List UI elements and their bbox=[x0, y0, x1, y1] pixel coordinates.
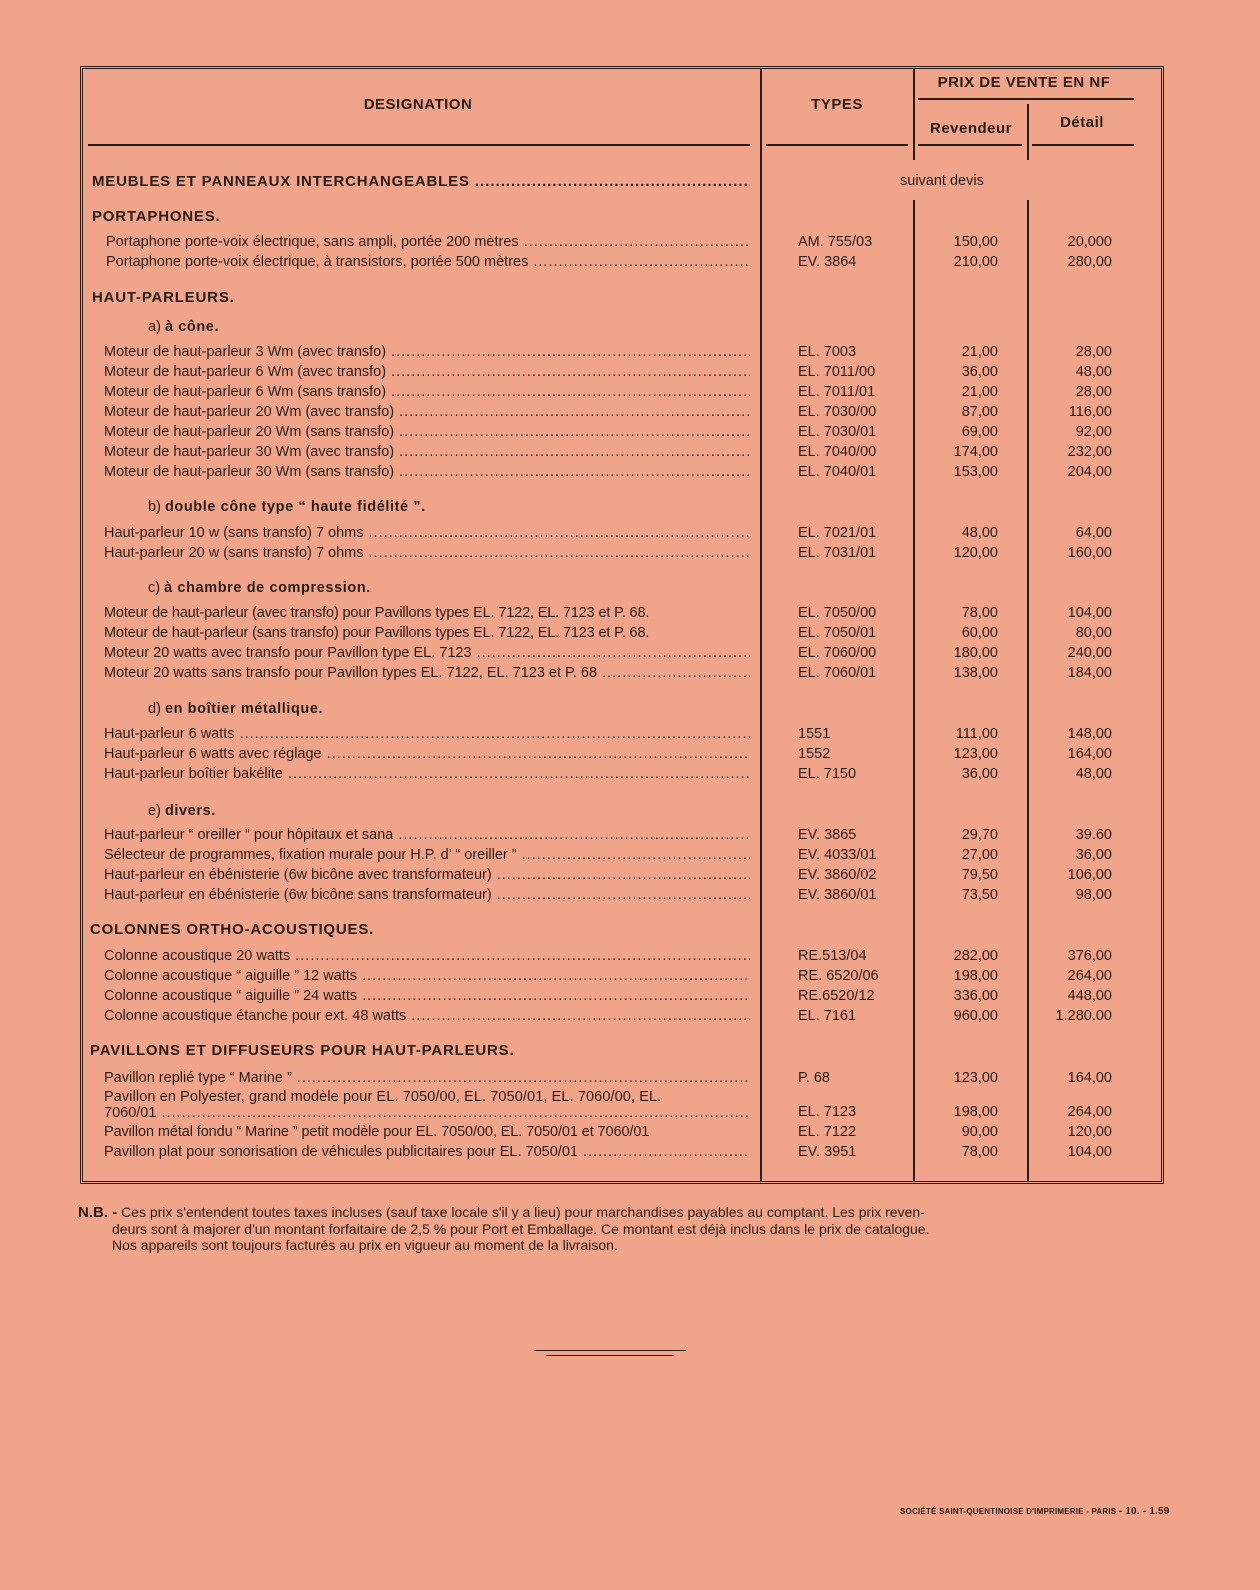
row-price-detail: 164,00 bbox=[1067, 1070, 1112, 1086]
row-type: RE.6520/12 bbox=[798, 988, 875, 1004]
table-row bbox=[0, 344, 1260, 364]
row-price-detail: 120,00 bbox=[1067, 1124, 1112, 1140]
row-designation: Moteur de haut-parleur 6 Wm (sans transfo) ..... bbox=[104, 384, 750, 400]
row-designation: Pavillon métal fondu “ Marine ” petit modèle pour EL. 7050/00, EL. 7050/01 et 7060/01 bbox=[104, 1124, 650, 1140]
row-price-detail: 164,00 bbox=[1067, 746, 1112, 762]
table-row bbox=[0, 665, 1260, 685]
header-revendeur: Revendeur bbox=[929, 120, 1013, 137]
row-price-revendeur: 78,00 bbox=[961, 1144, 998, 1160]
table-row bbox=[0, 827, 1260, 847]
column-divider bbox=[1027, 104, 1029, 160]
row-designation: Haut-parleur en ébénisterie (6w bicône avec transformateur) ..... bbox=[104, 867, 750, 883]
table-row bbox=[0, 766, 1260, 786]
decorative-rule bbox=[546, 1355, 674, 1356]
row-designation: Pavillon plat pour sonorisation de véhicules publicitaires pour EL. 7050/01 ..... bbox=[104, 1144, 750, 1160]
row-price-revendeur: 29,70 bbox=[961, 827, 998, 843]
row-price-revendeur: 90,00 bbox=[961, 1124, 998, 1140]
row-designation: Moteur de haut-parleur 20 Wm (avec transfo) ..... bbox=[104, 404, 750, 420]
row-type: EL. 7060/00 bbox=[798, 645, 877, 661]
row-type: EL. 7003 bbox=[798, 344, 857, 360]
row-price-detail: 39.60 bbox=[1075, 827, 1112, 843]
nb-line: deurs sont à majorer d'un montant forfaitaire de 2,5 % pour Port et Emballage. Ce montant est déjà inclus dans le prix de catalogue. bbox=[112, 1221, 930, 1237]
subsection-label: divers. bbox=[164, 803, 216, 819]
row-price-revendeur: 198,00 bbox=[953, 968, 998, 984]
row-designation: Haut-parleur 6 watts avec réglage ..... bbox=[104, 746, 750, 762]
row-type: EL. 7021/01 bbox=[798, 525, 877, 541]
row-designation: Moteur de haut-parleur 30 Wm (sans transfo) ..... bbox=[104, 464, 750, 480]
row-price-detail: 80,00 bbox=[1075, 625, 1112, 641]
row-designation: Sélecteur de programmes, fixation murale pour H.P. d’ “ oreiller ” ..... bbox=[104, 847, 750, 863]
row-price-detail: 240,00 bbox=[1067, 645, 1112, 661]
row-price-revendeur: 21,00 bbox=[961, 384, 998, 400]
table-row bbox=[0, 948, 1260, 968]
row-price-detail: 28,00 bbox=[1075, 384, 1112, 400]
subsection-d bbox=[148, 701, 323, 717]
nb-line: Nos appareils sont toujours facturés au prix en vigueur au moment de la livraison. bbox=[112, 1237, 618, 1253]
row-type: EV. 3864 bbox=[798, 254, 857, 270]
row-price-revendeur: 123,00 bbox=[953, 746, 998, 762]
row-type: EV. 3860/02 bbox=[798, 867, 877, 883]
row-price-detail: 104,00 bbox=[1067, 605, 1112, 621]
row-price-detail: 48,00 bbox=[1075, 364, 1112, 380]
row-designation: Pavillon replié type “ Marine ” ..... bbox=[104, 1070, 750, 1086]
row-type: RE. 6520/06 bbox=[798, 968, 879, 984]
decorative-rule bbox=[534, 1350, 686, 1351]
printer-name: SOCIÉTÉ SAINT-QUENTINOISE D'IMPRIMERIE - PARIS bbox=[900, 1507, 1117, 1516]
row-type: EL. 7030/01 bbox=[798, 424, 877, 440]
meubles-note: suivant devis bbox=[900, 173, 984, 189]
subsection-b bbox=[148, 499, 426, 515]
row-price-detail: 264,00 bbox=[1067, 1104, 1112, 1120]
subsection-label: en boîtier métallique. bbox=[164, 701, 324, 717]
table-row bbox=[0, 726, 1260, 746]
subsection-label: double cône type “ haute fidélité ”. bbox=[164, 499, 426, 515]
row-type: EV. 3860/01 bbox=[798, 887, 877, 903]
row-price-detail: 116,00 bbox=[1068, 404, 1112, 420]
header-rule bbox=[766, 144, 908, 146]
section-title: HAUT-PARLEURS. bbox=[92, 289, 235, 306]
meubles-row bbox=[0, 173, 1260, 193]
row-price-revendeur: 79,50 bbox=[961, 867, 998, 883]
row-price-detail: 160,00 bbox=[1067, 545, 1112, 561]
row-designation: Colonne acoustique “ aiguille ” 24 watts ..... bbox=[104, 988, 750, 1004]
row-price-detail: 448,00 bbox=[1067, 988, 1112, 1004]
row-price-detail: 28,00 bbox=[1075, 344, 1112, 360]
row-price-revendeur: 138,00 bbox=[953, 665, 998, 681]
table-row bbox=[0, 887, 1260, 907]
row-price-detail: 376,00 bbox=[1067, 948, 1112, 964]
nb-line bbox=[78, 1204, 1118, 1221]
header-rule bbox=[918, 98, 1134, 100]
row-price-revendeur: 60,00 bbox=[961, 625, 998, 641]
header-detail: Détail bbox=[1060, 114, 1104, 131]
row-price-revendeur: 150,00 bbox=[953, 234, 998, 250]
row-price-revendeur: 78,00 bbox=[961, 605, 998, 621]
table-row bbox=[0, 988, 1260, 1008]
row-price-detail: 148,00 bbox=[1067, 726, 1112, 742]
row-designation: Colonne acoustique étanche pour ext. 48 watts ..... bbox=[104, 1008, 750, 1024]
row-type: EL. 7123 bbox=[798, 1104, 857, 1120]
row-price-detail: 104,00 bbox=[1067, 1144, 1112, 1160]
row-price-detail: 232,00 bbox=[1067, 444, 1112, 460]
row-price-detail: 20,000 bbox=[1067, 234, 1112, 250]
designation-line: Pavillon en Polyester, grand modèle pour EL. 7050/00, EL. 7050/01, EL. 7060/00, EL. bbox=[104, 1089, 662, 1105]
table-row bbox=[0, 545, 1260, 565]
nb-label: N.B. - bbox=[78, 1204, 118, 1221]
row-price-revendeur: 174,00 bbox=[953, 444, 998, 460]
table-row bbox=[0, 625, 1260, 645]
nb-text: Ces prix s'entendent toutes taxes incluses (sauf taxe locale s'il y a lieu) pour marchandises payables au comptant. Les prix reven- bbox=[121, 1204, 925, 1220]
row-price-revendeur: 282,00 bbox=[953, 948, 998, 964]
table-row bbox=[0, 867, 1260, 887]
row-designation: Haut-parleur “ oreiller ” pour hôpitaux et sana ..... bbox=[104, 827, 750, 843]
row-designation: Moteur de haut-parleur 20 Wm (sans transfo) ..... bbox=[104, 424, 750, 440]
row-price-revendeur: 120,00 bbox=[953, 545, 998, 561]
section-title: PAVILLONS ET DIFFUSEURS POUR HAUT-PARLEURS. bbox=[90, 1042, 515, 1059]
subsection-prefix: e) bbox=[148, 803, 161, 819]
row-designation: Moteur de haut-parleur (sans transfo) pour Pavillons types EL. 7122, EL. 7123 et P. 68. bbox=[104, 625, 650, 641]
subsection-prefix: d) bbox=[148, 701, 161, 717]
row-type: EL. 7040/00 bbox=[798, 444, 877, 460]
row-price-revendeur: 69,00 bbox=[961, 424, 998, 440]
subsection-e bbox=[148, 803, 216, 819]
row-type: EV. 3951 bbox=[798, 1144, 857, 1160]
row-price-revendeur: 73,50 bbox=[961, 887, 998, 903]
row-designation: Moteur de haut-parleur 30 Wm (avec transfo) ..... bbox=[104, 444, 750, 460]
header-rule bbox=[918, 144, 1022, 146]
row-price-revendeur: 36,00 bbox=[961, 766, 998, 782]
table-row bbox=[0, 746, 1260, 766]
column-divider bbox=[913, 68, 915, 160]
row-designation: Moteur 20 watts avec transfo pour Pavillon type EL. 7123 ..... bbox=[104, 645, 750, 661]
subsection-label: à cône. bbox=[164, 319, 220, 335]
table-row bbox=[0, 234, 1260, 254]
header-price-group: PRIX DE VENTE EN NF bbox=[937, 74, 1111, 91]
nota-bene bbox=[78, 1204, 1144, 1253]
row-type: EL. 7040/01 bbox=[798, 464, 877, 480]
row-price-revendeur: 111,00 bbox=[955, 726, 998, 742]
row-price-detail: 106,00 bbox=[1067, 867, 1112, 883]
section-title: COLONNES ORTHO-ACOUSTIQUES. bbox=[90, 921, 375, 938]
row-price-detail: 184,00 bbox=[1067, 665, 1112, 681]
row-price-detail: 264,00 bbox=[1067, 968, 1112, 984]
row-price-detail: 1.280.00 bbox=[1055, 1008, 1112, 1024]
row-price-detail: 48,00 bbox=[1075, 766, 1112, 782]
row-designation: Portaphone porte-voix électrique, sans ampli, portée 200 mètres ..... bbox=[106, 234, 750, 250]
row-type: EL. 7060/01 bbox=[798, 665, 877, 681]
row-type: EL. 7150 bbox=[798, 766, 857, 782]
row-type: EL. 7050/01 bbox=[798, 625, 877, 641]
row-price-revendeur: 36,00 bbox=[961, 364, 998, 380]
row-designation: Moteur de haut-parleur 3 Wm (avec transfo) ..... bbox=[104, 344, 750, 360]
row-designation: Haut-parleur 6 watts ..... bbox=[104, 726, 750, 742]
table-row bbox=[0, 254, 1260, 274]
print-code: - 10. - 1.59 bbox=[1118, 1506, 1170, 1517]
table-row bbox=[0, 525, 1260, 545]
printer-footer bbox=[900, 1506, 1170, 1517]
table-row bbox=[0, 1144, 1260, 1164]
row-price-revendeur: 21,00 bbox=[961, 344, 998, 360]
row-type: EL. 7161 bbox=[798, 1008, 857, 1024]
row-designation: Haut-parleur 10 w (sans transfo) 7 ohms ..... bbox=[104, 525, 750, 541]
table-row bbox=[0, 1104, 1260, 1124]
row-designation: Moteur de haut-parleur (avec transfo) pour Pavillons types EL. 7122, EL. 7123 et P. 68. bbox=[104, 605, 650, 621]
section-title: PORTAPHONES. bbox=[92, 208, 221, 225]
row-designation: Colonne acoustique “ aiguille ” 12 watts ..... bbox=[104, 968, 750, 984]
row-price-revendeur: 27,00 bbox=[961, 847, 998, 863]
table-row bbox=[0, 424, 1260, 444]
header-designation: DESIGNATION bbox=[363, 96, 473, 113]
row-price-revendeur: 960,00 bbox=[953, 1008, 998, 1024]
designation-line-text: 7060/01 bbox=[104, 1105, 157, 1121]
row-price-detail: 280,00 bbox=[1067, 254, 1112, 270]
table-row bbox=[0, 384, 1260, 404]
table-row bbox=[0, 444, 1260, 464]
row-designation: Haut-parleur boîtier bakélite ..... bbox=[104, 766, 750, 782]
row-designation: Colonne acoustique 20 watts ..... bbox=[104, 948, 750, 964]
row-type: EL. 7122 bbox=[798, 1124, 857, 1140]
table-row bbox=[0, 404, 1260, 424]
row-designation: Haut-parleur en ébénisterie (6w bicône sans transformateur) ..... bbox=[104, 887, 750, 903]
row-designation: Portaphone porte-voix électrique, à transistors, portée 500 mètres ..... bbox=[106, 254, 750, 270]
row-type: 1551 bbox=[798, 726, 831, 742]
row-type: P. 68 bbox=[798, 1070, 830, 1086]
table-row bbox=[0, 364, 1260, 384]
row-type: EV. 4033/01 bbox=[798, 847, 877, 863]
row-type: EL. 7011/01 bbox=[798, 384, 876, 400]
row-price-revendeur: 87,00 bbox=[961, 404, 998, 420]
row-type: EL. 7050/00 bbox=[798, 605, 877, 621]
table-row bbox=[0, 1070, 1260, 1090]
row-designation: Moteur 20 watts sans transfo pour Pavillon types EL. 7122, EL. 7123 et P. 68 ..... bbox=[104, 665, 750, 681]
row-type: EL. 7030/00 bbox=[798, 404, 877, 420]
row-price-revendeur: 336,00 bbox=[953, 988, 998, 1004]
header-rule bbox=[1032, 144, 1134, 146]
subsection-label: à chambre de compression. bbox=[164, 580, 371, 596]
header-types: TYPES bbox=[811, 96, 863, 113]
header-rule bbox=[88, 144, 750, 146]
subsection-c bbox=[148, 580, 371, 596]
table-row bbox=[0, 1008, 1260, 1028]
subsection-a bbox=[148, 319, 219, 335]
row-type: AM. 755/03 bbox=[798, 234, 873, 250]
table-row bbox=[0, 645, 1260, 665]
row-price-revendeur: 48,00 bbox=[961, 525, 998, 541]
row-price-detail: 204,00 bbox=[1067, 464, 1112, 480]
row-price-detail: 36,00 bbox=[1075, 847, 1112, 863]
subsection-prefix: b) bbox=[148, 499, 161, 515]
row-type: EV. 3865 bbox=[798, 827, 857, 843]
row-designation: Haut-parleur 20 w (sans transfo) 7 ohms ..... bbox=[104, 545, 750, 561]
row-price-revendeur: 210,00 bbox=[953, 254, 998, 270]
meubles-title: MEUBLES ET PANNEAUX INTERCHANGEABLES ..... bbox=[92, 173, 750, 190]
table-row bbox=[0, 464, 1260, 484]
row-price-detail: 64,00 bbox=[1075, 525, 1112, 541]
row-type: EL. 7011/00 bbox=[798, 364, 876, 380]
subsection-prefix: a) bbox=[148, 319, 161, 335]
row-price-revendeur: 153,00 bbox=[953, 464, 998, 480]
row-price-revendeur: 123,00 bbox=[953, 1070, 998, 1086]
row-price-detail: 92,00 bbox=[1075, 424, 1112, 440]
row-price-revendeur: 180,00 bbox=[953, 645, 998, 661]
row-price-detail: 98,00 bbox=[1075, 887, 1112, 903]
table-row bbox=[0, 968, 1260, 988]
row-price-revendeur: 198,00 bbox=[953, 1104, 998, 1120]
row-designation: Moteur de haut-parleur 6 Wm (avec transfo) ..... bbox=[104, 364, 750, 380]
table-row bbox=[0, 1124, 1260, 1144]
row-type: RE.513/04 bbox=[798, 948, 867, 964]
row-type: EL. 7031/01 bbox=[798, 545, 877, 561]
table-row bbox=[0, 605, 1260, 625]
row-type: 1552 bbox=[798, 746, 831, 762]
subsection-prefix: c) bbox=[148, 580, 161, 596]
table-row bbox=[0, 847, 1260, 867]
